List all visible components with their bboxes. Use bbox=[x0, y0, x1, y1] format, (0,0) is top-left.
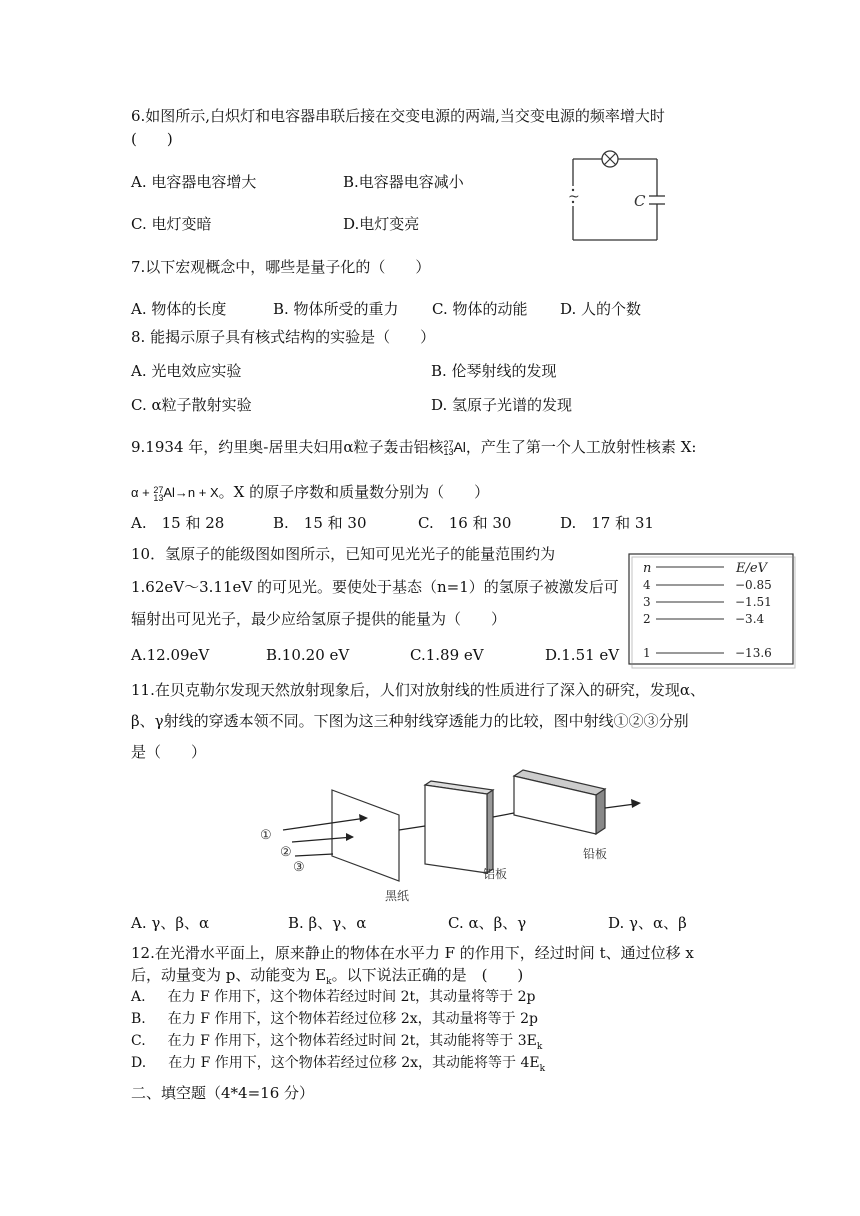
aluminum-label: 铝板 bbox=[483, 867, 508, 881]
q11-option-d: D. γ、α、β bbox=[608, 914, 687, 932]
q10-option-d: D.1.51 eV bbox=[545, 646, 620, 664]
section-title: 二、填空题（4*4=16 分） bbox=[131, 1084, 315, 1102]
q6-paren: ( ) bbox=[131, 130, 173, 148]
q9-option-c: C. 16 和 30 bbox=[418, 514, 512, 532]
level-e-4: −0.85 bbox=[735, 578, 772, 592]
q10-line2: 1.62eV～3.11eV 的可见光。要使处于基态（n=1）的氢原子被激发后可 bbox=[131, 578, 619, 596]
q11-option-b: B. β、γ、α bbox=[288, 914, 367, 932]
q6-option-c: C. 电灯变暗 bbox=[131, 215, 212, 233]
q8-option-b: B. 伦琴射线的发现 bbox=[431, 362, 557, 380]
level-n-1: 1 bbox=[643, 646, 651, 660]
ac-source-symbol: ~ bbox=[568, 189, 580, 205]
q9-option-d: D. 17 和 31 bbox=[560, 514, 654, 532]
q12-line2: 后，动量变为 p、动能变为 $E_k$。以下说法正确的是 ( ) bbox=[131, 966, 524, 987]
q9-equation bbox=[131, 482, 489, 503]
capacitor-label: C bbox=[634, 192, 646, 210]
energy-level-diagram bbox=[628, 553, 796, 669]
ray-label-2: ② bbox=[280, 845, 292, 860]
penetration-figure bbox=[255, 768, 650, 908]
ray-label-3: ③ bbox=[293, 860, 305, 875]
q11-option-a: A. γ、β、α bbox=[131, 914, 210, 932]
q10-option-a: A.12.09eV bbox=[131, 646, 210, 664]
q12-line1: 12.在光滑水平面上，原来静止的物体在水平力 F 的作用下，经过时间 t、通过位移 x bbox=[131, 944, 694, 962]
ray-label-1: ① bbox=[260, 828, 272, 843]
lamp-icon bbox=[602, 151, 618, 167]
q10-line1: 10．氢原子的能级图如图所示，已知可见光光子的能量范围约为 bbox=[131, 545, 556, 563]
q9-eq-nuclide: 27 13Al bbox=[153, 484, 175, 503]
level-e-2: −3.4 bbox=[735, 612, 765, 626]
q6-option-d: D.电灯变亮 bbox=[343, 215, 420, 233]
level-e-3: −1.51 bbox=[735, 595, 772, 609]
black-paper-sheet bbox=[332, 790, 399, 881]
q9-eq-b: →n + X bbox=[174, 485, 219, 500]
q8-option-d: D. 氢原子光谱的发现 bbox=[431, 396, 573, 414]
q7-option-a: A. 物体的长度 bbox=[131, 300, 227, 318]
q11-line2: β、γ射线的穿透本领不同。下图为这三种射线穿透能力的比较，图中射线①②③分别 bbox=[131, 712, 689, 730]
level-n-3: 3 bbox=[643, 595, 651, 609]
q12-option-a: A. 在力 F 作用下，这个物体若经过时间 2t，其动量将等于 2p bbox=[131, 989, 536, 1005]
q9-nuclide-al: 27 13Al bbox=[443, 439, 466, 458]
ray-arrowhead-icon bbox=[631, 799, 641, 808]
lead-slab bbox=[514, 770, 605, 834]
q7-option-d: D. 人的个数 bbox=[560, 300, 642, 318]
q12-option-c: C. 在力 F 作用下，这个物体若经过时间 2t，其动能将等于 $3E_k$ bbox=[131, 1033, 543, 1052]
q9-stem-b: ，产生了第一个人工放射性核素 X: bbox=[465, 438, 697, 456]
level-e-1: −13.6 bbox=[735, 646, 772, 660]
q8-option-c: C. α粒子散射实验 bbox=[131, 396, 252, 414]
q12-option-b: B. 在力 F 作用下，这个物体若经过位移 2x，其动量将等于 2p bbox=[131, 1011, 538, 1027]
q10-option-b: B.10.20 eV bbox=[266, 646, 350, 664]
col-n-label: n bbox=[643, 561, 652, 576]
q7-option-c: C. 物体的动能 bbox=[432, 300, 528, 318]
aluminum-slab bbox=[425, 781, 493, 873]
level-n-4: 4 bbox=[643, 578, 651, 592]
lead-label: 铅板 bbox=[583, 847, 608, 861]
q8-option-a: A. 光电效应实验 bbox=[131, 362, 242, 380]
q9-option-a: A. 15 和 28 bbox=[131, 514, 225, 532]
q9-stem-a: 9.1934 年，约里奥-居里夫妇用α粒子轰击铝核 bbox=[131, 438, 444, 456]
q6-option-a: A. 电容器电容增大 bbox=[131, 173, 257, 191]
q9-eq-tail: 。X 的原子序数和质量数分别为（ ） bbox=[218, 483, 490, 501]
q10-line3: 辐射出可见光子，最少应给氢原子提供的能量为（ ） bbox=[131, 610, 507, 628]
q9-option-b: B. 15 和 30 bbox=[273, 514, 367, 532]
q6-stem: 6.如图所示,白炽灯和电容器串联后接在交变电源的两端,当交变电源的频率增大时 bbox=[131, 107, 665, 125]
q10-option-c: C.1.89 eV bbox=[410, 646, 484, 664]
q11-option-c: C. α、β、γ bbox=[448, 914, 527, 932]
black-paper-label: 黑纸 bbox=[385, 889, 410, 903]
q7-stem: 7.以下宏观概念中，哪些是量子化的（ ） bbox=[131, 258, 431, 276]
q7-option-b: B. 物体所受的重力 bbox=[273, 300, 399, 318]
q9-stem bbox=[131, 437, 696, 457]
q9-eq-a: α + bbox=[131, 485, 154, 500]
q12-option-d: D. 在力 F 作用下，这个物体若经过位移 2x，其动能将等于 $4E_k$ bbox=[131, 1055, 546, 1074]
q6-option-b: B.电容器电容减小 bbox=[343, 173, 464, 191]
q11-line3: 是（ ） bbox=[131, 743, 207, 761]
q8-stem: 8. 能揭示原子具有核式结构的实验是（ ） bbox=[131, 328, 436, 346]
level-n-2: 2 bbox=[643, 612, 651, 626]
q6-circuit-figure bbox=[560, 148, 670, 246]
q11-line1: 11.在贝克勒尔发现天然放射现象后，人们对放射线的性质进行了深入的研究，发现α、 bbox=[131, 681, 705, 699]
col-e-label: E/eV bbox=[736, 561, 767, 576]
